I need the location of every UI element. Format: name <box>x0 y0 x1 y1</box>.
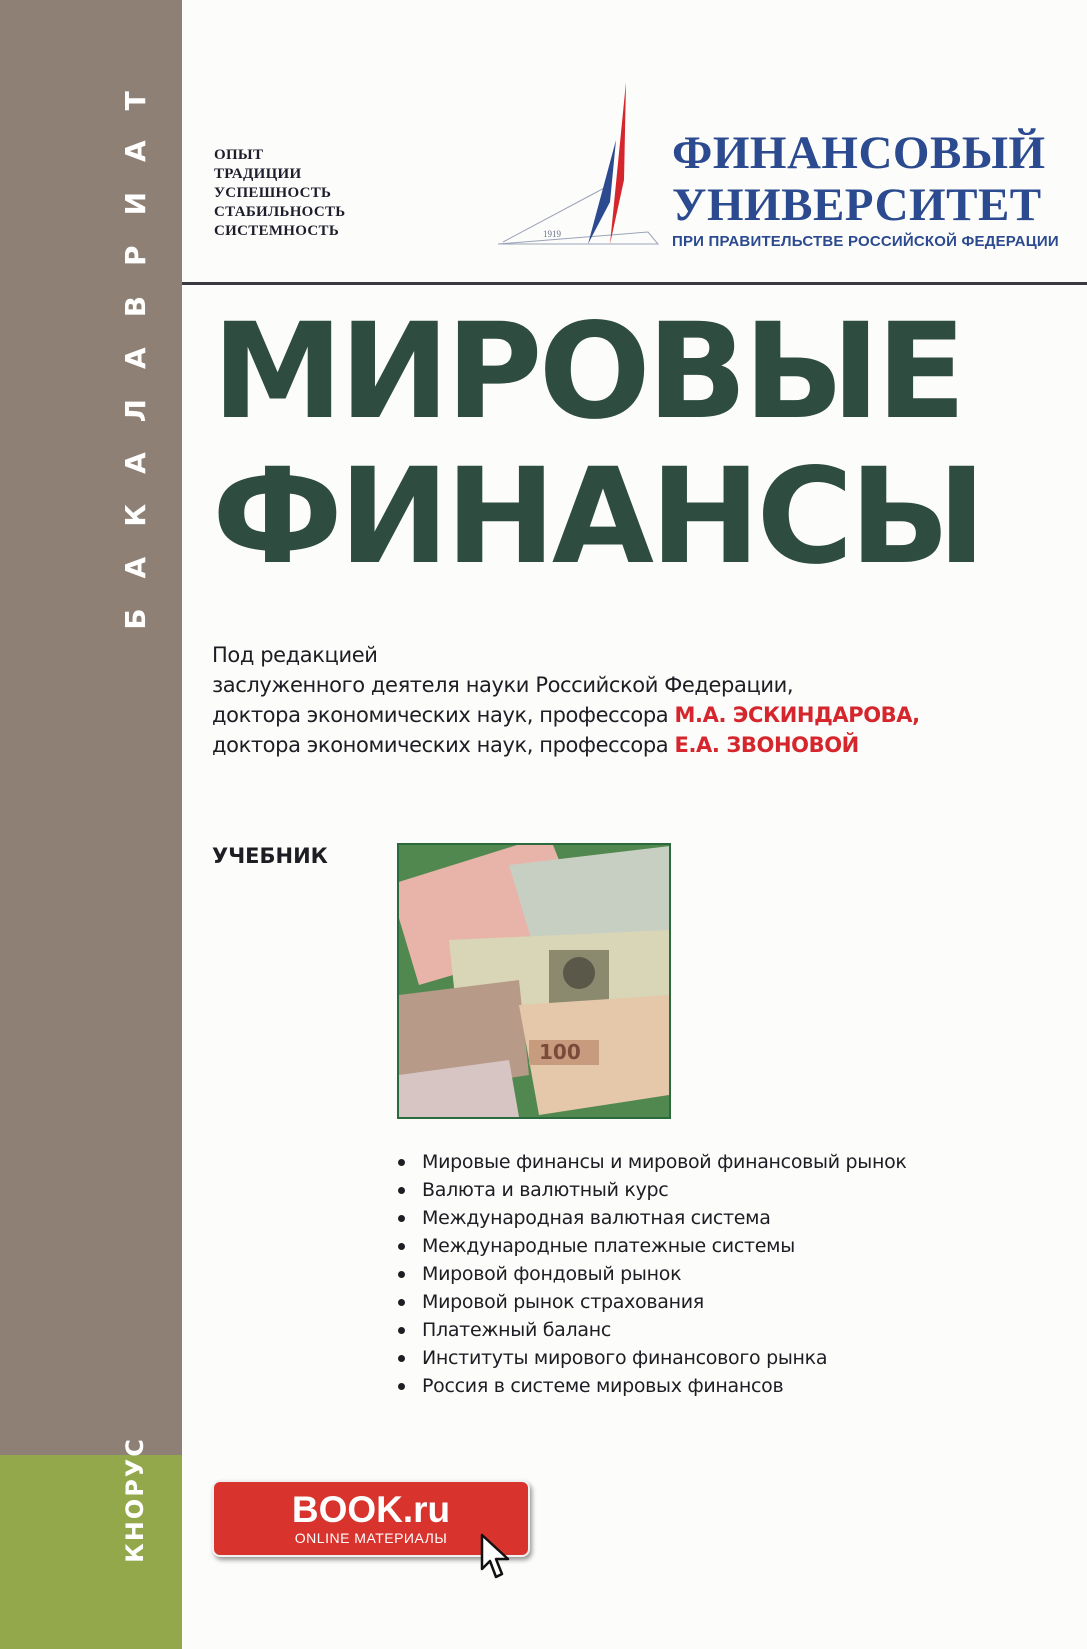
series-label: БАКАЛАВРИАТ <box>118 60 152 630</box>
value-item: СИСТЕМНОСТЬ <box>214 223 340 239</box>
bullet-icon <box>398 1215 405 1222</box>
contents-item: Мировой рынок страхования <box>398 1288 907 1316</box>
contents-item: Валюта и валютный курс <box>398 1176 907 1204</box>
publisher-name: КНОРУС <box>121 1437 149 1563</box>
bullet-icon <box>398 1187 405 1194</box>
contents-item: Мировые финансы и мировой финансовый рынок <box>398 1148 907 1176</box>
bullet-icon <box>398 1299 405 1306</box>
bullet-icon <box>398 1243 405 1250</box>
contents-item: Международная валютная система <box>398 1204 907 1232</box>
contents-item: Мировой фондовый рынок <box>398 1260 907 1288</box>
book-type-label: УЧЕБНИК <box>212 844 328 868</box>
value-item: СТАБИЛЬНОСТЬ <box>214 204 346 220</box>
book-title <box>212 295 1072 594</box>
university-subtitle: ПРИ ПРАВИТЕЛЬСТВЕ РОССИЙСКОЙ ФЕДЕРАЦИИ <box>672 233 1059 250</box>
banknotes-image <box>397 843 671 1119</box>
editors-intro: Под редакцией <box>212 643 378 667</box>
editor-1-name: М.А. ЭСКИНДАРОВА, <box>674 703 920 727</box>
bullet-icon <box>398 1159 405 1166</box>
university-name-line2: УНИВЕРСИТЕТ <box>672 179 1042 231</box>
university-name-line1: ФИНАНСОВЫЙ <box>672 127 1046 179</box>
cursor-icon <box>480 1533 512 1581</box>
bookru-label: BOOK.ru <box>291 1489 451 1530</box>
value-item: ТРАДИЦИИ <box>214 166 302 182</box>
contents-item: Институты мирового финансового рынка <box>398 1344 907 1372</box>
header-divider <box>182 282 1087 285</box>
editor-1: доктора экономических наук, профессора М.А. ЭСКИНДАРОВА, <box>212 703 920 727</box>
university-values-list <box>214 146 345 241</box>
value-item: ОПЫТ <box>214 147 264 163</box>
editors-title: заслуженного деятеля науки Российской Федерации, <box>212 673 794 697</box>
editors-block <box>212 640 920 760</box>
editor-2-name: Е.А. ЗВОНОВОЙ <box>674 733 859 757</box>
book-title-line2: ФИНАНСЫ <box>212 440 983 594</box>
book-title-line1: МИРОВЫЕ <box>212 295 963 449</box>
university-logo-mark <box>498 82 668 252</box>
bullet-icon <box>398 1327 405 1334</box>
contents-item: Платежный баланс <box>398 1316 907 1344</box>
bookru-sublabel: ONLINE МАТЕРИАЛЫ <box>294 1530 448 1546</box>
editor-2: доктора экономических наук, профессора Е.А. ЗВОНОВОЙ <box>212 733 859 757</box>
banknotes-illustration <box>399 845 669 1117</box>
bullet-icon <box>398 1383 405 1390</box>
logo-base-lines <box>498 232 658 244</box>
contents-list <box>398 1148 907 1400</box>
bullet-icon <box>398 1271 405 1278</box>
banknote-value: 100 <box>539 1040 581 1064</box>
contents-item: Международные платежные системы <box>398 1232 907 1260</box>
bullet-icon <box>398 1355 405 1362</box>
value-item: УСПЕШНОСТЬ <box>214 185 332 201</box>
contents-item: Россия в системе мировых финансов <box>398 1372 907 1400</box>
logo-year: 1919 <box>543 229 561 239</box>
